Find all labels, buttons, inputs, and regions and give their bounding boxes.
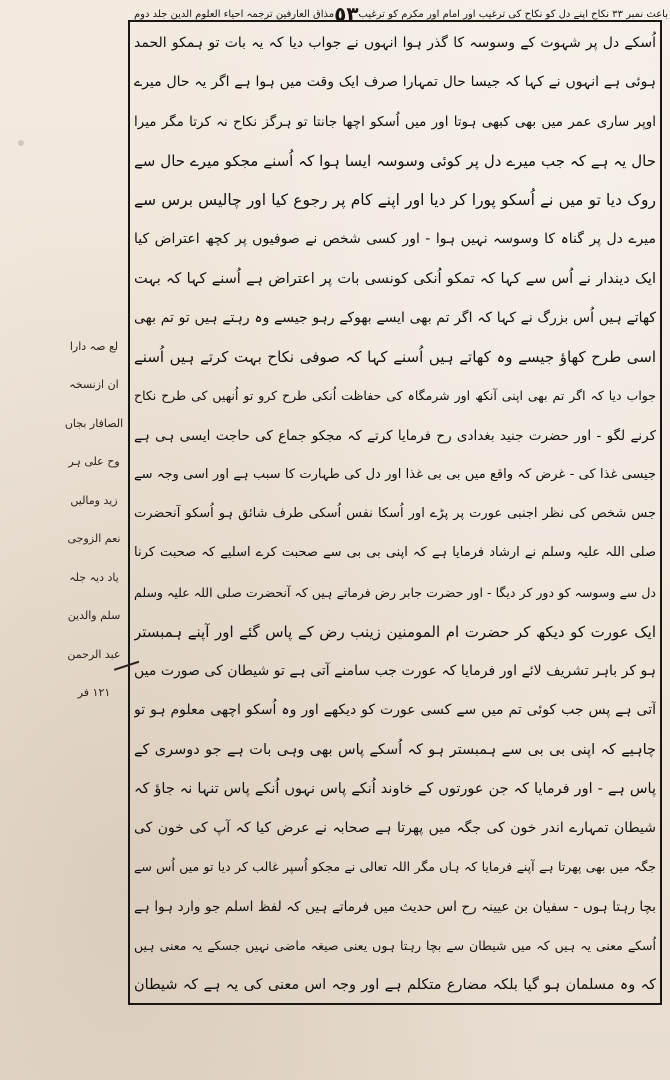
text-line: کرنے لگو - اور حضرت جنید بغدادی رح فرمایا کرتے کہ مجکو جماع کی حاجت ایسی ہی ہے [134,427,656,444]
paper-blemish [18,140,24,146]
margin-note: زید ومالیں [70,493,118,507]
text-line: صلی اللہ علیہ وسلم نے ارشاد فرمایا ہے کہ اپنی بی بی سے صحبت کرے اسلیے کہ صحبت کرنا [134,545,656,561]
margin-note: عبد الرحمن [67,647,121,661]
text-line: اُسکے دل پر شہوت کے وسوسہ کا گذر ہوا انہوں نے جواب دیا کہ یہ بات تو ہمکو الحمد [134,35,656,51]
text-line: ہو کر باہر تشریف لائے اور فرمایا کہ عورت جب سامنے آتی ہے تو شیطان کی صورت میں [134,663,656,679]
margin-note: یاد دیہ جلہ [69,570,119,584]
text-line: میرے دل پر گناہ کا وسوسہ نہیں ہوا - اور کسی شخص نے صوفیوں پر کچھ اعتراض کیا [134,231,656,248]
text-line: آتی ہے پس جب کوئی تم میں سے کسی عورت کو دیکھے اور وہ اُسکو اچھی معلوم ہو تو [134,702,656,719]
text-line: دل سے وسوسہ کو دور کر دیگا - اور حضرت جابر رض فرماتے ہیں کہ آنحضرت صلی اللہ علیہ وسلم [134,584,656,600]
margin-note: نعم الزوجی [67,532,121,546]
margin-note: سلم والدین [67,609,121,623]
text-line: اُسکے معنی یہ ہیں کہ میں شیطان سے بچا رہتا ہوں یعنی صیغہ ماضی نہیں جسکے یہ معنی ہیں [134,937,656,953]
text-line: ایک عورت کو دیکھ کر حضرت ام المومنین زینب رض کے پاس گئے اور آپنے ہمبستر [134,622,656,641]
text-line: روک دیا تو میں نے اُسکو پورا کر دیا اور اپنے کام پر رجوع کیا اور چالیس برس سے [134,191,656,209]
margin-note: الصافار بجاں [64,416,124,430]
running-title-right: باعث نمبر ٣٣ نکاح اپنے دل کو نکاح کی ترغیب اور امام اور مکرم کو ترغیب [358,8,668,20]
text-line: ایک دیندار نے اُس سے کہا کہ تمکو اُنکی کونسی بات پر اعتراض ہے اُسنے کہا کہ بہت [134,270,656,287]
text-line: ہوئی ہے انہوں نے کہا کہ جیسا حال تمہارا صرف ایک وقت میں ہوا ہے اگر یہ حال میرے [134,74,656,91]
text-line: جیسی غذا کی - غرض کہ واقع میں بی بی غذا اور دل کی طہارت کا سبب ہے اور اسی وجہ سے [134,466,656,482]
text-line: جواب دیا کہ اگر تم بھی اپنی آنکھ اور شرمگاہ کی حفاظت اُنکی طرح کرو تو اُنھیں کی طرح نکاح [134,388,656,404]
text-line: جگہ میں بھی پھرتا ہے آپنے فرمایا کہ ہاں مگر اللہ تعالی نے مجکو اُسپر غالب کر دیا تو میں اُس سے [134,859,656,875]
text-line: بچا رہتا ہوں - سفیان بن عیینہ رح اس حدیث میں فرماتے ہیں کہ لفظ اسلم جو وارد ہوا ہے [134,898,656,915]
text-line: حال یہ ہے کہ جب میرے دل پر کوئی وسوسہ ایسا ہوا کہ اُسنے مجکو میرے حال سے [134,151,656,170]
margin-note: وح علی ہر [68,455,120,469]
page-number: ٥٣ [334,2,359,26]
text-line: شیطان تمہارے اندر خون کی جگہ میں پھرتا ہے صحابہ نے عرض کیا کہ آپ کی خون کی [134,820,656,836]
running-title-left: مذاق العارفین ترجمہ احیاء العلوم الدین جلد دوم [133,8,335,20]
text-line: چاہیے کہ اپنی بی بی سے ہمبستر ہو کہ اُسکے پاس بھی وہی بات ہے جو دوسری کے [134,741,656,758]
text-line: پاس ہے - اور فرمایا کہ جن عورتوں کے خاوند اُنکے پاس نہوں اُنکے پاس تنہا نہ جاؤ کہ [134,780,656,797]
text-line: اسی طرح کھاؤ جیسے وہ کھاتے ہیں اُسنے کہا کہ صوفی نکاح بہت کرتے ہیں اُسنے [134,348,656,366]
margin-note: ان ازنسخہ [69,378,119,392]
margin-note: ١٢١ فر [77,685,111,699]
text-line: جس شخص کی نظر اجنبی عورت پر پڑے اور اُسکا نفس اُسکی طرف شائق ہو اُسکو آنحضرت [134,506,656,521]
margin-note: لع صہ دارا [69,340,119,353]
text-line: کہ وہ مسلمان ہو گیا بلکہ مضارع متکلم ہے اور وجہ اس معنی کی یہ ہے کہ شیطان [134,977,656,993]
handwritten-margin-notes [62,340,126,700]
text-line: کھاتے ہیں اُس بزرگ نے کہا کہ اگر تم بھی ایسے بھوکے رہو جیسے وہ رہتے ہیں تو تم بھی [134,309,656,326]
main-text-block [134,28,656,1000]
text-line: اوپر ساری عمر میں بھی کبھی ہوتا اور میں اُسکو اچھا جانتا تو ہرگز نکاح نہ کرتا مگر میرا [134,113,656,130]
